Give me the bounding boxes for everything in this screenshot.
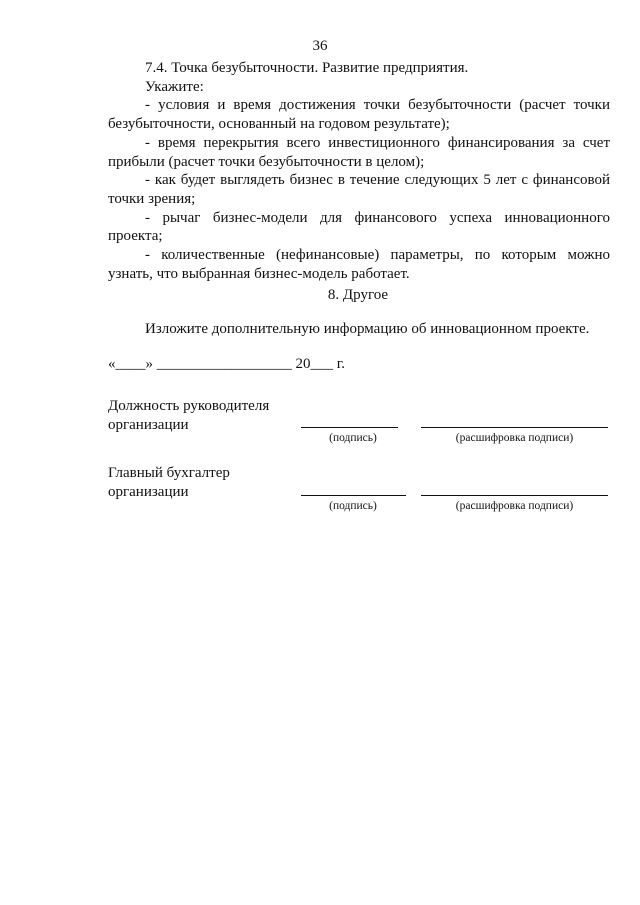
signature-line xyxy=(301,495,406,496)
name-line xyxy=(421,495,608,496)
signature-role-label: Главный бухгалтер организации xyxy=(108,465,230,500)
signature-role-label: Должность руководителя организации xyxy=(108,398,270,433)
date-line: «____» __________________ 20___ г. xyxy=(108,356,345,372)
section-7-4 xyxy=(108,59,610,283)
name-caption: (расшифровка подписи) xyxy=(455,500,574,512)
list-item: - количественные (нефинансовые) параметры, по которым можно узнать, что выбранная бизнес-модель работает. xyxy=(108,247,610,282)
page-number: 36 xyxy=(312,38,328,54)
list-item: - условия и время достижения точки безубыточности (расчет точки безубыточности, основанный на годовом результате); xyxy=(108,97,610,133)
list-item: - как будет выглядеть бизнес в течение следующих 5 лет с финансовой точки зрения; xyxy=(108,172,610,207)
signature-caption: (подпись) xyxy=(329,500,377,512)
section-8-text: Изложите дополнительную информацию об инновационном проекте. xyxy=(145,321,590,337)
list-item: - время перекрытия всего инвестиционного финансирования за счет прибыли (расчет точки безубыточности в целом); xyxy=(108,134,610,170)
name-caption: (расшифровка подписи) xyxy=(455,432,574,444)
signature-caption: (подпись) xyxy=(329,432,377,444)
section-7-4-heading: 7.4. Точка безубыточности. Развитие предприятия. xyxy=(145,60,469,76)
name-line xyxy=(421,427,608,428)
section-8-heading: 8. Другое xyxy=(327,287,389,303)
list-item: - рычаг бизнес-модели для финансового успеха инновационного проекта; xyxy=(108,209,610,245)
section-7-4-intro: Укажите: xyxy=(145,78,204,95)
signature-line xyxy=(301,427,398,428)
